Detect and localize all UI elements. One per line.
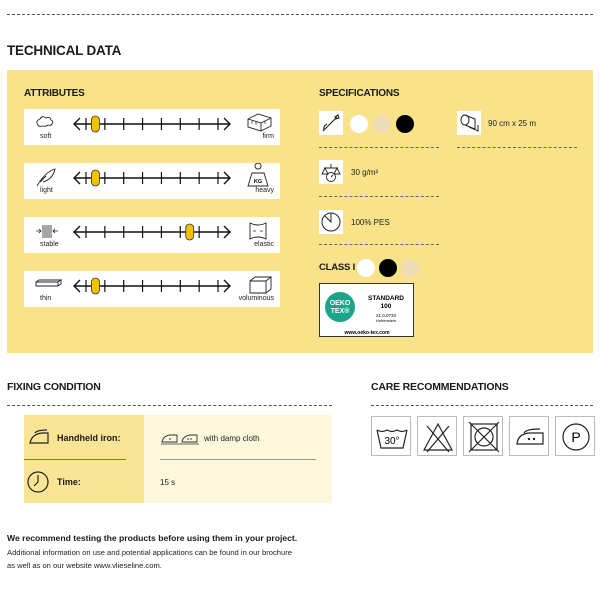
no-tumble-dry-icon: [463, 416, 503, 456]
svg-text:KG: KG: [253, 179, 263, 185]
scale-marker: [91, 170, 99, 186]
spec-divider: [457, 147, 577, 148]
brick-icon: [248, 114, 271, 131]
attribute-row-light-heavy: [24, 163, 280, 199]
needle-thread-icon: [319, 111, 343, 135]
fixing-row-divider: [160, 459, 316, 460]
feather-icon: [37, 169, 55, 186]
care-recommendations-heading: CARE RECOMMENDATIONS: [371, 381, 509, 393]
attribute-row-thin-voluminous: [24, 271, 280, 307]
iron-damp-cloth-icon: [160, 428, 200, 448]
time-value: 15 s: [160, 478, 176, 487]
class-color-swatch: [379, 259, 397, 277]
attribute-left-label: soft: [40, 133, 52, 140]
scale-marker: [91, 116, 99, 132]
svg-text:www.oeko-tex.com: www.oeko-tex.com: [344, 330, 390, 336]
wash-30-icon: [371, 416, 411, 456]
iron-icon: [27, 425, 51, 449]
attribute-right-label: voluminous: [238, 295, 274, 302]
weight-value: 30 g/m²: [351, 168, 379, 177]
iron-medium-icon: [509, 416, 549, 456]
dry-clean-p-icon: [555, 416, 595, 456]
stable-fabric-icon: [36, 225, 58, 238]
time-label: Time:: [57, 477, 81, 487]
color-swatch: [396, 115, 414, 133]
handheld-iron-label: Handheld iron:: [57, 433, 121, 443]
clock-icon: [26, 470, 50, 494]
attribute-scale: [24, 163, 280, 199]
technical-data-heading: TECHNICAL DATA: [7, 43, 122, 58]
fixing-divider: [7, 405, 332, 406]
weight-kg-icon: [248, 163, 268, 186]
attribute-left-label: light: [40, 187, 53, 194]
composition-pie-icon: [319, 210, 343, 234]
attribute-left-label: stable: [40, 241, 59, 248]
care-divider: [371, 405, 593, 406]
fixing-condition-heading: FIXING CONDITION: [7, 381, 101, 393]
voluminous-box-icon: [250, 277, 271, 293]
elastic-fabric-icon: [250, 223, 266, 239]
attribute-right-label: firm: [262, 133, 274, 140]
class-color-swatch: [357, 259, 375, 277]
thin-sheet-icon: [36, 280, 61, 286]
attribute-right-label: elastic: [254, 241, 274, 248]
roll-icon: [457, 111, 481, 135]
svg-text:30°: 30°: [384, 436, 400, 447]
color-swatch: [350, 115, 368, 133]
recommendation-note: We recommend testing the products before using them in your project.: [7, 533, 298, 543]
attribute-left-label: thin: [40, 295, 52, 302]
color-swatch: [373, 115, 391, 133]
svg-text:Hohenstein: Hohenstein: [375, 318, 397, 323]
no-bleach-icon: [417, 416, 457, 456]
scale-marker: [186, 224, 194, 240]
svg-text:21.0.0733: 21.0.0733: [375, 313, 397, 318]
attribute-row-stable-elastic: [24, 217, 280, 253]
top-divider: [7, 14, 593, 15]
composition-value: 100% PES: [351, 218, 390, 227]
svg-text:OEKO: OEKO: [329, 300, 351, 307]
svg-text:TEX®: TEX®: [330, 308, 350, 315]
class-label: CLASS I: [319, 262, 356, 273]
svg-text:STANDARD: STANDARD: [368, 295, 404, 302]
info-line-2: as well as on our website www.vlieseline.com.: [7, 561, 162, 570]
scale-weight-icon: [319, 160, 343, 184]
scale-marker: [91, 278, 99, 294]
attribute-scale: [24, 217, 280, 253]
spec-divider: [319, 244, 439, 245]
attribute-scale: [24, 109, 280, 145]
svg-text:100: 100: [380, 303, 392, 310]
specifications-heading: SPECIFICATIONS: [319, 88, 400, 99]
spec-divider: [319, 196, 439, 197]
iron-instruction-value: with damp cloth: [204, 434, 260, 443]
svg-text:P: P: [571, 429, 581, 445]
fixing-row-divider: [24, 459, 126, 460]
oeko-tex-logo: [320, 284, 415, 338]
spec-divider: [319, 147, 439, 148]
class-color-swatch: [401, 259, 419, 277]
attribute-row-soft-firm: [24, 109, 280, 145]
attribute-right-label: heavy: [255, 187, 274, 194]
roll-size-value: 90 cm x 25 m: [488, 119, 537, 128]
cloud-icon: [37, 117, 53, 127]
oeko-tex-label: [319, 283, 414, 337]
info-line-1: Additional information on use and potential applications can be found in our brochure: [7, 548, 292, 557]
attributes-heading: ATTRIBUTES: [24, 88, 85, 99]
